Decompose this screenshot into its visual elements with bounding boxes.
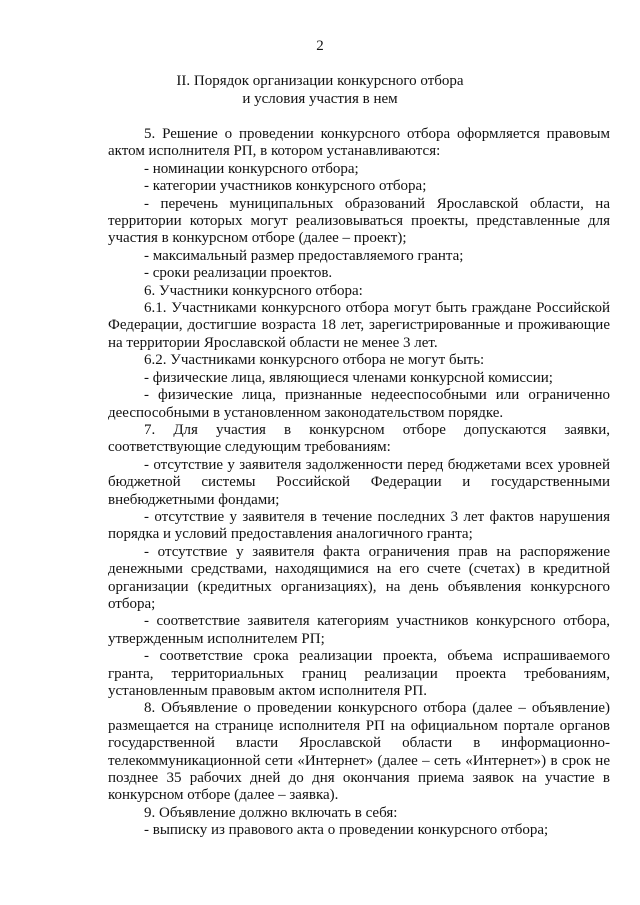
list-item: - отсутствие у заявителя факта ограничения прав на распоряжение денежными средствами, находящимися на его счете (счетах) в кредитной организации (кредитных организациях), на день объявления конкурсного отбора;: [108, 543, 610, 612]
paragraph: 7. Для участия в конкурсном отборе допускаются заявки, соответствующие следующим требованиям:: [108, 421, 610, 456]
list-item: - физические лица, признанные недееспособными или ограниченно дееспособными в установленном законодательством порядке.: [108, 387, 610, 421]
section-title-line-1: II. Порядок организации конкурсного отбора: [176, 73, 464, 89]
list-item: - соответствие заявителя категориям участников конкурсного отбора, утвержденным исполнителем РП;: [108, 613, 610, 647]
paragraph: 5. Решение о проведении конкурсного отбора оформляется правовым актом исполнителя РП, в котором устанавливаются:: [108, 126, 610, 160]
list-item: - категории участников конкурсного отбора;: [144, 178, 427, 195]
paragraph: 6. Участники конкурсного отбора:: [144, 282, 363, 299]
list-item: - сроки реализации проектов.: [144, 265, 333, 282]
list-item: - максимальный размер предоставляемого гранта;: [144, 247, 464, 264]
list-item: - соответствие срока реализации проекта, объема испрашиваемого гранта, территориальных границ реализации проекта требованиям, установленным правовым актом исполнителя РП.: [108, 648, 610, 699]
paragraph: 6.2. Участниками конкурсного отбора не могут быть:: [144, 352, 485, 369]
list-item: - физические лица, являющиеся членами конкурсной комиссии;: [144, 369, 553, 386]
section-title-line-2: и условия участия в нем: [242, 90, 398, 107]
paragraph: 8. Объявление о проведении конкурсного отбора (далее – объявление) размещается на странице исполнителя РП на официальном портале органов государственной власти Ярославской области в информационно-телекоммуникационной сети «Интернет» (далее – сеть «Интернет») в срок не позднее 35 рабочих дней до дня окончания приема заявок на участие в конкурсном отборе (далее – заявка).: [108, 700, 610, 804]
page-number: 2: [316, 38, 324, 54]
body-text: [108, 126, 610, 840]
section-title: [0, 73, 640, 108]
list-item: - номинации конкурсного отбора;: [144, 160, 359, 177]
list-item: - выписку из правового акта о проведении конкурсного отбора;: [144, 822, 549, 839]
paragraph: 6.1. Участниками конкурсного отбора могут быть граждане Российской Федерации, достигшие возраста 18 лет, зарегистрированные и проживающие на территории Ярославской области не менее 3 лет.: [108, 300, 610, 351]
list-item: - отсутствие у заявителя в течение последних 3 лет фактов нарушения порядка и условий предоставления аналогичного гранта;: [108, 508, 610, 543]
paragraph: 9. Объявление должно включать в себя:: [144, 804, 398, 821]
list-item: - отсутствие у заявителя задолженности перед бюджетами всех уровней бюджетной системы Российской Федерации и государственными внебюджетными фондами;: [108, 456, 610, 508]
list-item: - перечень муниципальных образований Ярославской области, на территории которых могут реализовываться проекты, представленные для участия в конкурсном отборе (далее – проект);: [108, 195, 610, 247]
